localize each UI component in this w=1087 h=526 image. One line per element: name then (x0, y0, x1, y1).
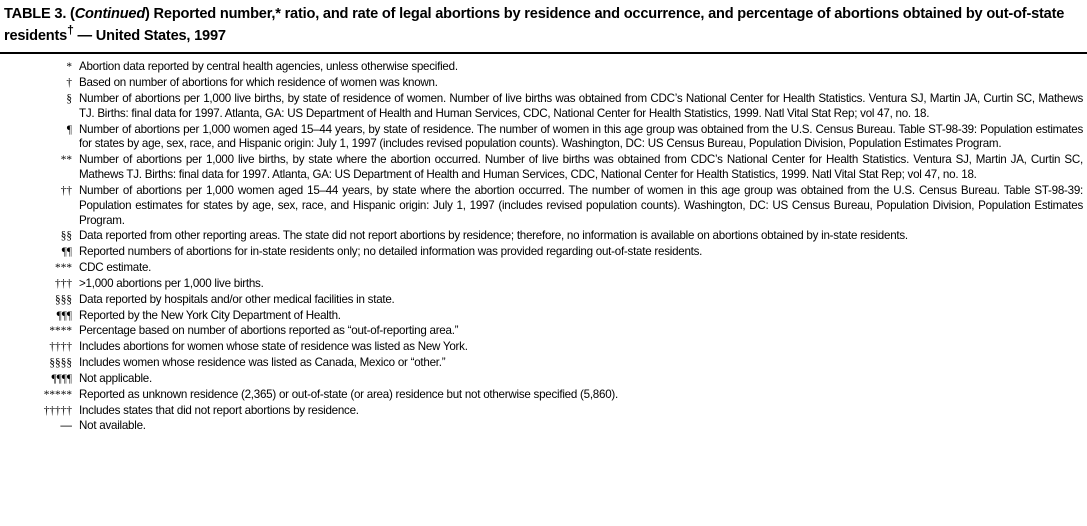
footnote-text: Number of abortions per 1,000 women aged 15–44 years, by state where the abortion occurred. The number of women in this age group was obtained from the U.S. Census Bureau. Table ST-98-39: Population estimates for states by age, sex, race, and Hispanic origin: July 1, 1997 (includes revised population counts). Washington, DC: US Census Bureau, Population Division, Population Estimates Program. (79, 183, 1083, 227)
footnote-marker: § (66, 92, 72, 105)
footnote-text: CDC estimate. (79, 261, 152, 275)
footnote-marker: **** (49, 325, 72, 338)
footnote-marker: *** (55, 262, 72, 275)
footnote-item (2, 324, 1085, 339)
footnote-marker: §§§§ (49, 357, 72, 370)
footnote-item (2, 60, 1085, 75)
footnote-marker: ††† (55, 277, 72, 290)
footnote-marker: ***** (43, 388, 72, 401)
footnote-text: Data reported from other reporting areas. The state did not report abortions by residence; therefore, no information is available on abortions obtained by in-state residents. (79, 229, 908, 243)
footnote-item (2, 123, 1085, 153)
footnote-marker: ††††† (43, 404, 72, 417)
footnote-text: Percentage based on number of abortions reported as “out-of-reporting area.” (79, 324, 459, 338)
footnote-text: Includes abortions for women whose state of residence was listed as New York. (79, 340, 468, 354)
footnote-item (2, 277, 1085, 292)
footnote-item (2, 372, 1085, 387)
footnote-text: Abortion data reported by central health agencies, unless otherwise specified. (79, 60, 458, 74)
footnote-list (0, 54, 1087, 434)
footnote-marker: * (66, 61, 72, 74)
footnote-item (2, 404, 1085, 419)
footnote-text: Reported numbers of abortions for in-state residents only; no detailed information was provided regarding out-of-state residents. (79, 245, 703, 259)
footnote-item (2, 356, 1085, 371)
footnote-marker: †††† (49, 341, 72, 354)
footnote-marker: §§ (60, 230, 72, 243)
footnote-marker: †† (60, 184, 72, 197)
footnote-text: Not available. (79, 419, 146, 433)
title-rest: ) Reported number,* ratio, and rate of legal abortions by residence and occurrence, and percentage of abortions obtained by out-of-state residents (4, 6, 1065, 45)
title-tail: — United States, 1997 (73, 28, 226, 45)
footnote-marker: §§§ (55, 293, 72, 306)
footnote-item (2, 92, 1085, 122)
footnote-item (2, 76, 1085, 91)
title-lead: TABLE 3. ( (4, 6, 75, 22)
title-continued: Continued (74, 6, 146, 22)
footnote-item (2, 388, 1085, 403)
footnote-item (2, 309, 1085, 324)
footnote-item (2, 229, 1085, 244)
footnote-text: Includes states that did not report abortions by residence. (79, 403, 359, 417)
footnote-marker: ¶¶ (61, 246, 72, 259)
footnote-marker: — (60, 419, 72, 433)
footnote-text: Number of abortions per 1,000 live births, by state of residence of women. Number of live births was obtained from CDC’s National Center for Health Statistics. Ventura SJ, Martin JA, Curtin SC, Mathews TJ. Births: final data for 1997. Atlanta, GA: US Department of Health and Human Services, CDC, National Center for Health Statistics, 1999. Natl Vital Stat Rep; vol 47, no. 18. (79, 91, 1083, 120)
footnote-marker: ** (60, 154, 72, 167)
footnote-item (2, 340, 1085, 355)
footnote-text: Not applicable. (79, 371, 152, 385)
footnote-text: Data reported by hospitals and/or other medical facilities in state. (79, 292, 395, 306)
footnote-marker: † (66, 77, 72, 90)
footnote-marker: ¶¶¶¶ (51, 372, 72, 385)
footnote-marker: ¶¶¶ (56, 309, 72, 322)
footnote-text: Number of abortions per 1,000 live births, by state where the abortion occurred. Number of live births was obtained from CDC’s National Center for Health Statistics. Ventura SJ, Martin JA, Curtin SC, Mathews TJ. Births: final data for 1997. Atlanta, GA: US Department of Health and Human Services, CDC, National Center for Health Statistics, 1999. Natl Vital Stat Rep; vol 47, no. 18. (79, 153, 1083, 182)
footnote-text: Reported as unknown residence (2,365) or out-of-state (or area) residence but not otherwise specified (5,860). (79, 387, 618, 401)
footnote-item (2, 245, 1085, 260)
footnote-text: Number of abortions per 1,000 women aged 15–44 years, by state of residence. The number of women in this age group was obtained from the U.S. Census Bureau. Table ST-98-39: Population estimates for states by age, sex, race, and Hispanic origin: July 1, 1997 (includes revised population counts). Washington, DC: US Census Bureau, Population Division, Population Estimates Program. (79, 122, 1083, 151)
title-dagger-marker: † (67, 23, 74, 38)
footnote-text: >1,000 abortions per 1,000 live births. (79, 276, 264, 290)
table-title (0, 0, 1087, 49)
footnote-item (2, 293, 1085, 308)
footnote-marker: ¶ (66, 123, 72, 136)
footnote-item (2, 153, 1085, 183)
footnote-item (2, 419, 1085, 434)
footnote-item (2, 261, 1085, 276)
footnote-item (2, 184, 1085, 228)
footnote-text: Includes women whose residence was listed as Canada, Mexico or “other.” (79, 356, 446, 370)
footnote-text: Based on number of abortions for which residence of women was known. (79, 76, 438, 90)
footnote-text: Reported by the New York City Department of Health. (79, 308, 341, 322)
